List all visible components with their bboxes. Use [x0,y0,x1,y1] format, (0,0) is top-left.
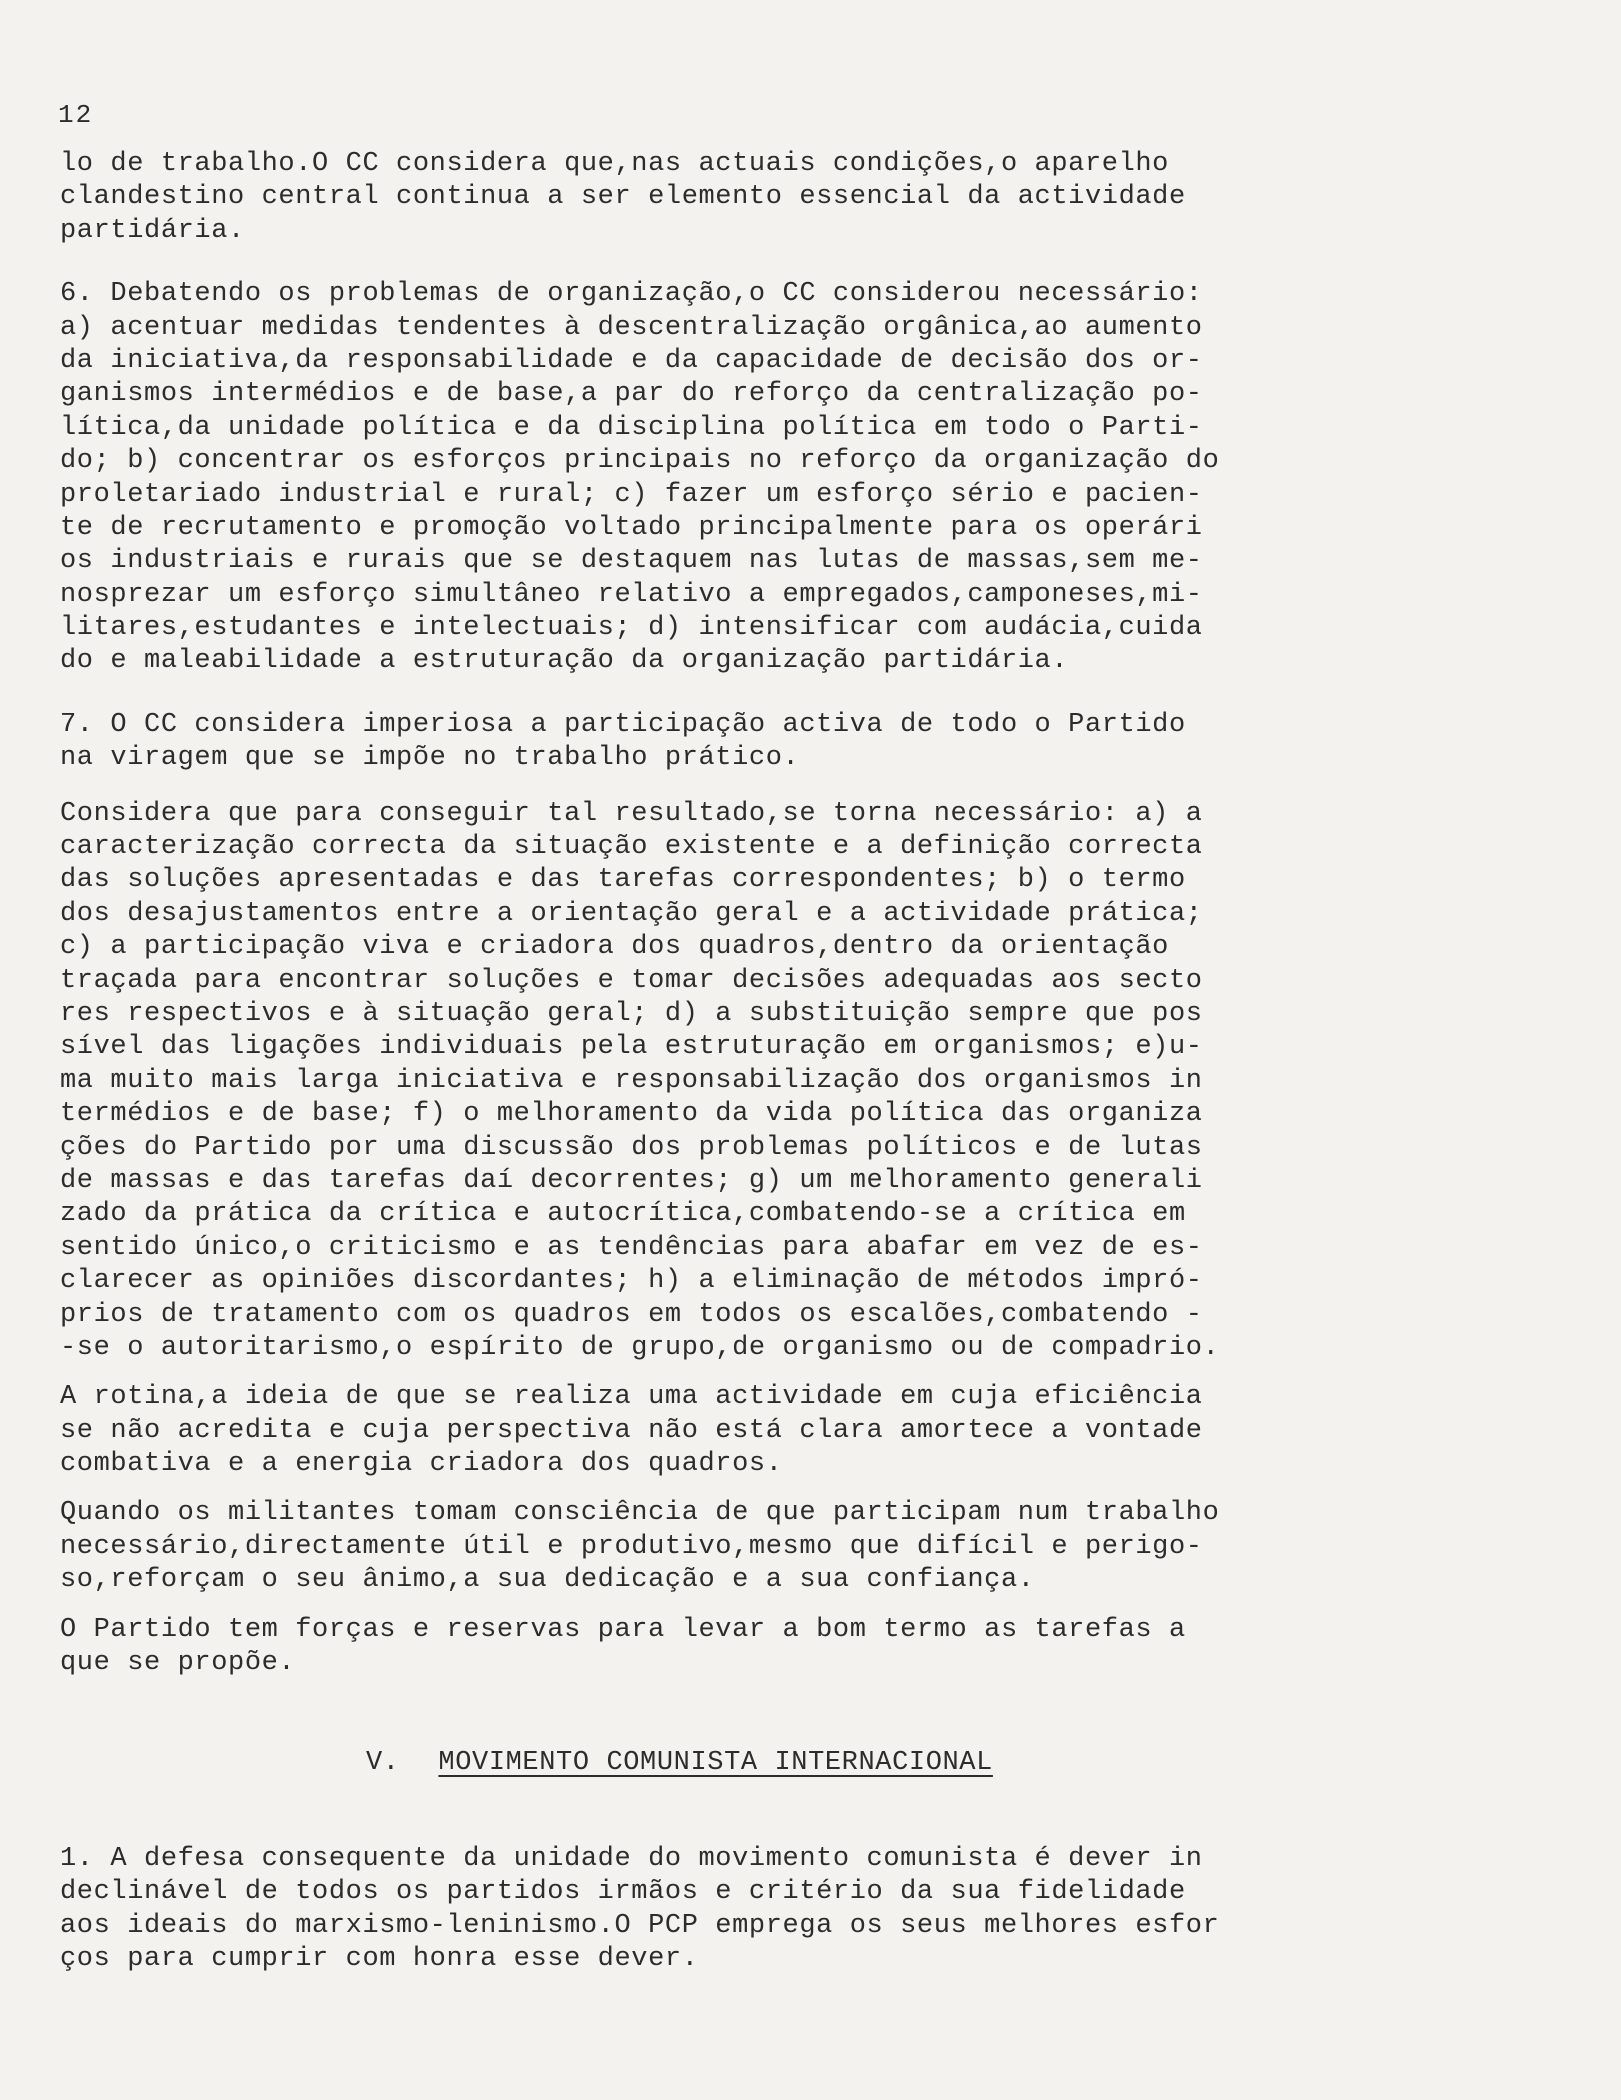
text-line: clandestino central continua a ser elemento essencial da actividade [60,182,1186,213]
text-line: necessário,directamente útil e produtivo,mesmo que difícil e perigo- [60,1531,1203,1562]
text-line: proletariado industrial e rural; c) fazer um esforço sério e pacien- [60,479,1203,510]
paragraph-party-forces [60,1614,1460,1681]
text-line: prios de tratamento com os quadros em todos os escalões,combatendo - [60,1299,1203,1330]
text-line: nosprezar um esforço simultâneo relativo a empregados,camponeses,mi- [60,579,1203,610]
text-line: das soluções apresentadas e das tarefas correspondentes; b) o termo [60,865,1186,896]
text-line: litares,estudantes e intelectuais; d) intensificar com audácia,cuida [60,613,1203,644]
text-line: 6. Debatendo os problemas de organização,o CC considerou necessário: [60,279,1203,310]
section-title: MOVIMENTO COMUNISTA INTERNACIONAL [438,1748,993,1778]
text-line: traçada para encontrar soluções e tomar decisões adequadas aos secto [60,965,1203,996]
text-line: de massas e das tarefas daí decorrentes; g) um melhoramento generali [60,1165,1203,1196]
text-line: ma muito mais larga iniciativa e responsabilização dos organismos in [60,1065,1203,1096]
paragraph-routine [60,1381,1460,1481]
paragraph-item-7 [60,709,1460,776]
text-line: do e maleabilidade a estruturação da organização partidária. [60,646,1069,677]
text-line: lítica,da unidade política e da disciplina política em todo o Parti- [60,412,1203,443]
text-line: 1. A defesa consequente da unidade do movimento comunista é dever in [60,1844,1203,1874]
text-line: dos desajustamentos entre a orientação geral e a actividade prática; [60,898,1203,929]
text-line: aos ideais do marxismo-leninismo.O PCP emprega os seus melhores esfor [60,1910,1220,1941]
text-line: declinável de todos os partidos irmãos e critério da sua fidelidade [60,1877,1186,1908]
text-line: do; b) concentrar os esforços principais no reforço da organização do [60,446,1220,477]
text-line: caracterização correcta da situação existente e a definição correcta [60,832,1203,863]
page-number: 12 [58,100,94,130]
text-line: sentido único,o criticismo e as tendências para abafar em vez de es- [60,1232,1203,1263]
text-line: da iniciativa,da responsabilidade e da capacidade de decisão dos or- [60,345,1203,376]
text-line: clarecer as opiniões discordantes; h) a eliminação de métodos impró- [60,1266,1203,1297]
paragraph-considerations [60,798,1460,1366]
text-line: -se o autoritarismo,o espírito de grupo,de organismo ou de compadrio. [60,1332,1220,1363]
text-line: lo de trabalho.O CC considera que,nas actuais condições,o aparelho [60,149,1169,179]
paragraph-item-1 [60,1843,1460,1977]
text-line: O Partido tem forças e reservas para levar a bom termo as tarefas a [60,1614,1186,1645]
text-line: te de recrutamento e promoção voltado principalmente para os operári [60,512,1203,543]
body-text [60,148,1460,1680]
text-line: os industriais e rurais que se destaquem nas lutas de massas,sem me- [60,546,1203,577]
text-line: 7. O CC considera imperiosa a participação activa de todo o Partido [60,709,1186,740]
text-line: ços para cumprir com honra esse dever. [60,1944,699,1975]
paragraph-item-6 [60,278,1460,679]
paragraph-continuation [60,148,1460,248]
text-line: Considera que para conseguir tal resultado,se torna necessário: a) a [60,798,1203,829]
text-line: combativa e a energia criadora dos quadros. [60,1449,783,1480]
text-line: sível das ligações individuais pela estruturação em organismos; e)u- [60,1032,1203,1063]
text-line: so,reforçam o seu ânimo,a sua dedicação e a sua confiança. [60,1565,1035,1596]
text-line: partidária. [60,215,245,246]
text-line: ções do Partido por uma discussão dos problemas políticos e de lutas [60,1132,1203,1163]
text-line: A rotina,a ideia de que se realiza uma actividade em cuja eficiência [60,1382,1203,1413]
section-number: V. [366,1748,400,1778]
section-heading [366,1748,993,1778]
text-line: c) a participação viva e criadora dos quadros,dentro da orientação [60,932,1169,963]
paragraph-militants [60,1497,1460,1597]
text-line: Quando os militantes tomam consciência de que participam num trabalho [60,1498,1220,1529]
text-line: termédios e de base; f) o melhoramento da vida política das organiza [60,1099,1203,1130]
text-line: se não acredita e cuja perspectiva não está clara amortece a vontade [60,1415,1203,1446]
text-line: na viragem que se impõe no trabalho prático. [60,743,800,774]
text-line: res respectivos e à situação geral; d) a substituição sempre que pos [60,998,1203,1029]
text-line: que se propõe. [60,1648,296,1679]
text-line: zado da prática da crítica e autocrítica,combatendo-se a crítica em [60,1199,1186,1230]
text-line: a) acentuar medidas tendentes à descentralização orgânica,ao aumento [60,312,1203,343]
text-line: ganismos intermédios e de base,a par do reforço da centralização po- [60,379,1203,410]
